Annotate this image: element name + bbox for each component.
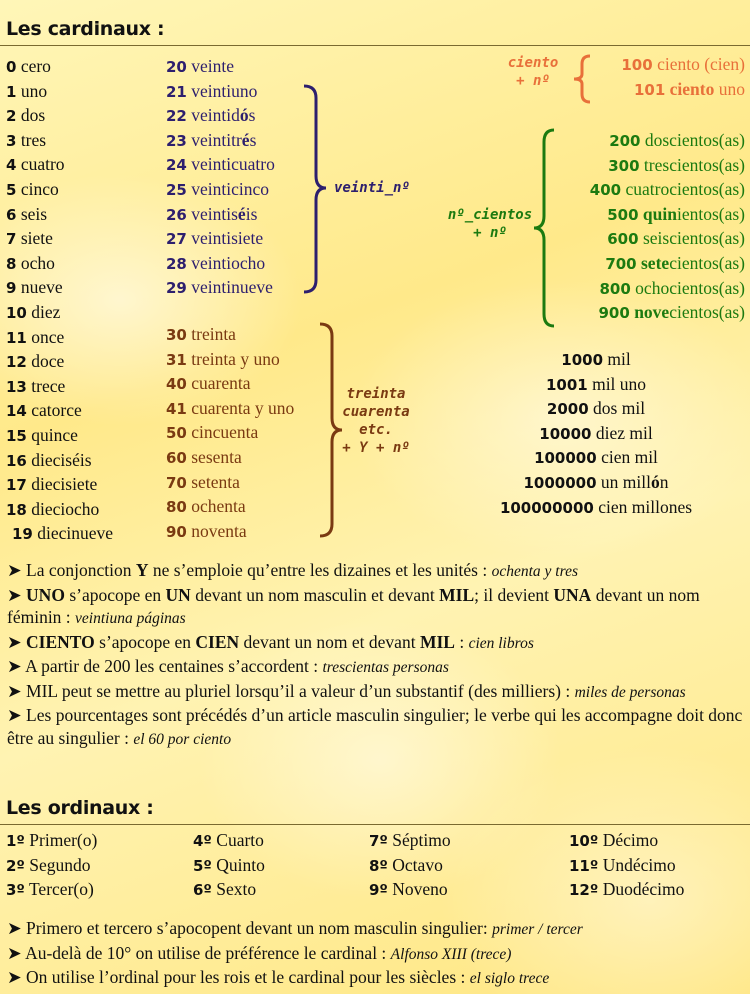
rule-item [7, 704, 747, 751]
cardinal-word: doscientos(as) [644, 130, 745, 150]
cardinal-word: cien millones [598, 496, 693, 517]
rule-text: : [454, 631, 469, 652]
cardinal-row [476, 421, 716, 446]
cardinal-row [476, 347, 716, 372]
arrow-icon: ➤ [7, 942, 26, 963]
ordinal-word: Noveno [392, 879, 448, 899]
cardinal-number: 90 [166, 522, 187, 541]
cardinal-word: cero [20, 56, 51, 76]
rule-example: primer / tercer [492, 921, 583, 938]
ordinal-number: 3º [6, 881, 25, 899]
ordinal-word: Cuarto [216, 830, 264, 850]
cardinal-row [6, 103, 45, 128]
cardinal-number: 19 [12, 525, 33, 544]
cardinal-row [166, 494, 246, 519]
cardinal-number: 30 [166, 326, 187, 344]
cardinal-word: n [659, 472, 669, 492]
cardinal-word: treinta [191, 324, 236, 344]
rule-item [7, 942, 747, 967]
label-treinta-line: cuarenta [342, 404, 410, 420]
cardinal-number: 1 [6, 82, 17, 101]
cardinal-number: 10 [6, 304, 27, 322]
heading-cardinaux: Les cardinaux : [6, 18, 165, 40]
divider-ordinaux [0, 824, 750, 825]
cardinal-number: 100000000 [499, 498, 594, 517]
cardinal-word: diecisiete [31, 474, 98, 495]
cardinal-number: 800 [599, 279, 631, 298]
cardinal-word: once [31, 326, 65, 347]
brace-ciento [570, 54, 594, 104]
cardinal-row [166, 470, 240, 495]
ordinal-item [193, 877, 256, 902]
cardinal-word: diecinueve [37, 523, 114, 544]
cardinal-row [607, 202, 745, 227]
ordinal-word: Primer(o) [29, 830, 98, 850]
cardinal-word: dos mil [593, 398, 646, 419]
rule-text: Primero et tercero s’apocopent devant un nom masculin singulier: [26, 918, 493, 938]
cardinal-row [621, 52, 745, 77]
cardinal-word: cuarenta y uno [191, 397, 295, 418]
cardinal-word: ciento (cien) [657, 54, 745, 74]
cardinal-number: 300 [608, 156, 640, 175]
cardinal-word: veintinueve [191, 277, 273, 298]
cardinal-row [608, 153, 745, 178]
rule-text: devant un nom masculin et devant [190, 584, 440, 605]
cardinal-row [6, 251, 55, 276]
arrow-icon: ➤ [7, 680, 27, 701]
cardinal-number: 13 [6, 377, 27, 396]
cardinal-row [6, 177, 59, 202]
cardinal-word: ochocientos(as) [635, 277, 745, 298]
cardinal-number: 200 [609, 132, 641, 150]
ordinal-item [569, 853, 676, 878]
ordinal-number: 12º [569, 881, 599, 899]
cardinal-row [6, 349, 64, 374]
cardinal-row [166, 226, 263, 251]
cardinal-row [6, 300, 60, 325]
cardinal-word: cuatro [20, 154, 65, 175]
cardinal-word: is [245, 203, 258, 224]
rule-item [7, 680, 747, 705]
cardinal-word: dieciocho [31, 498, 100, 519]
cardinal-row [166, 396, 294, 421]
cardinal-number: 10000 [539, 424, 592, 443]
ordinal-number: 4º [193, 832, 212, 850]
cardinal-word: uno [20, 80, 48, 101]
cardinal-row [6, 398, 82, 423]
ordinal-item [569, 828, 658, 853]
cardinal-number: 31 [166, 350, 187, 369]
cardinal-row [166, 445, 242, 470]
rule-example: el 60 por ciento [133, 730, 232, 748]
cardinal-word: veinticinco [191, 179, 270, 199]
ordinal-number: 6º [193, 881, 212, 899]
rule-example: el siglo trece [469, 970, 550, 987]
label-treinta-line: treinta [346, 386, 406, 402]
cardinal-word: dieciséis [31, 449, 92, 470]
cardinal-number: 70 [166, 473, 187, 492]
cardinal-row [476, 470, 716, 495]
cardinal-row [599, 276, 745, 301]
label-treinta [342, 385, 410, 457]
ordinal-word: Quinto [216, 854, 265, 875]
ordinal-item [369, 853, 443, 878]
label-veinti: veinti_nº [334, 180, 410, 196]
cardinal-word: veinte [191, 56, 235, 76]
ordinal-word: Undécimo [602, 854, 676, 875]
label-ciento-line: ciento [507, 55, 559, 71]
rule-item [7, 584, 747, 631]
cardinal-number: 101 [633, 81, 666, 99]
rule-item [7, 559, 747, 584]
cardinal-word: trescientos(as) [643, 154, 745, 175]
cardinal-number: 9 [6, 279, 17, 298]
cardinal-word: cincuenta [191, 422, 259, 443]
cardinal-word: sesenta [191, 447, 242, 467]
cardinal-row [166, 79, 257, 104]
cardinal-number: 21 [166, 82, 187, 101]
ordinal-number: 10º [569, 832, 599, 850]
cardinal-row [166, 103, 255, 128]
cardinal-word: cuatrocientos(as) [625, 179, 745, 200]
cardinal-row [6, 325, 64, 350]
cardinal-row [166, 347, 280, 372]
cardinal-row [634, 77, 745, 102]
cardinal-word: catorce [31, 400, 82, 421]
cardinal-number: 12 [6, 353, 27, 372]
ordinal-word: Tercer(o) [28, 879, 94, 899]
rule-text: La conjonction [26, 560, 136, 580]
cardinal-row [166, 275, 273, 300]
ordinal-item [369, 828, 451, 853]
cardinal-word: veintis [191, 203, 238, 224]
cardinal-number: 2000 [546, 400, 589, 419]
cardinal-word: cien mil [601, 447, 658, 468]
cardinal-word: mil uno [592, 373, 647, 394]
cardinal-word-accent: quin [642, 203, 677, 224]
label-cientos [440, 206, 540, 242]
rule-keyword: UNA [553, 584, 592, 605]
cardinal-word: noventa [191, 520, 247, 541]
brace-cientos [530, 128, 560, 328]
cardinal-word-accent: ó [651, 472, 660, 492]
cardinal-number: 50 [166, 424, 187, 443]
cardinal-row [6, 128, 46, 153]
cardinal-word: veintisiete [191, 228, 264, 249]
cardinal-row [6, 226, 53, 251]
arrow-icon: ➤ [7, 584, 27, 605]
cardinal-word: setenta [191, 471, 240, 492]
rule-keyword: MIL [419, 631, 455, 652]
cardinal-row [476, 396, 716, 421]
cardinal-row [609, 128, 745, 153]
arrow-icon: ➤ [7, 560, 27, 580]
rule-keyword: MIL [439, 584, 475, 605]
cardinal-number: 8 [6, 254, 17, 273]
ordinal-number: 2º [6, 856, 25, 875]
arrow-icon: ➤ [7, 656, 26, 676]
cardinal-word-accent: é [237, 203, 246, 224]
ordinal-word: Sexto [216, 879, 257, 899]
ordinal-word: Séptimo [392, 830, 451, 850]
rule-text: s’apocope en [64, 584, 166, 605]
cardinal-number: 24 [166, 156, 187, 175]
cardinal-row [166, 202, 257, 227]
cardinal-number: 2 [6, 107, 17, 126]
ordinal-item [193, 828, 264, 853]
cardinal-number: 17 [6, 476, 27, 495]
rule-item [7, 631, 747, 656]
cardinal-word: s [249, 129, 257, 150]
cardinal-number: 0 [6, 58, 17, 76]
ordinal-word: Décimo [602, 830, 659, 850]
cardinal-number: 11 [6, 328, 27, 347]
rule-item [7, 917, 747, 942]
rule-text: ne s’emploie qu’entre les dizaines et les unités : [148, 560, 492, 580]
cardinal-row [6, 152, 65, 177]
cardinal-row [166, 322, 236, 347]
label-cientos-line: + nº [473, 225, 507, 241]
heading-ordinaux: Les ordinaux : [6, 797, 154, 819]
cardinal-number: 25 [166, 181, 187, 199]
cardinal-row [166, 177, 269, 202]
cardinal-row [6, 374, 65, 399]
cardinal-word: seiscientos(as) [642, 228, 745, 249]
ordinal-word: Segundo [29, 854, 91, 875]
rule-keyword: UNO [26, 584, 65, 605]
cardinal-row [6, 423, 78, 448]
cardinal-row [6, 448, 92, 473]
cardinal-number: 1000 [561, 351, 604, 369]
ordinal-word: Octavo [392, 854, 443, 875]
arrow-icon: ➤ [7, 967, 27, 987]
arrow-icon: ➤ [7, 631, 27, 652]
cardinal-word: ientos(as) [676, 203, 745, 224]
cardinal-number: 80 [166, 498, 187, 517]
cardinal-number: 700 [605, 255, 637, 273]
ordinal-number: 7º [369, 832, 388, 850]
cardinal-row [166, 251, 265, 276]
cardinal-number: 6 [6, 205, 17, 224]
cardinal-word: veintitr [191, 129, 242, 150]
cardinal-number: 20 [166, 58, 187, 76]
cardinal-number: 5 [6, 181, 17, 199]
cardinal-row [166, 152, 275, 177]
rule-item [7, 655, 747, 680]
cardinal-word: s [248, 105, 256, 126]
ordinal-word: Duodécimo [602, 879, 685, 899]
cardinal-row [476, 372, 716, 397]
cardinal-number: 3 [6, 131, 17, 150]
cardinal-number: 60 [166, 449, 187, 467]
cardinal-word: treinta y uno [191, 348, 280, 369]
arrow-icon: ➤ [7, 918, 27, 938]
cardinal-row [599, 300, 746, 325]
rule-text: On utilise l’ordinal pour les rois et le cardinal pour les siècles : [26, 967, 470, 987]
cardinal-number: 28 [166, 254, 187, 273]
cardinal-number: 600 [607, 230, 639, 249]
rule-example: veintiuna páginas [75, 610, 186, 627]
rule-text: MIL peut se mettre au pluriel lorsqu’il a valeur d’un substantif (des milliers) : [26, 680, 575, 701]
cardinal-word-accent: é [241, 129, 250, 150]
cardinal-row [166, 519, 247, 544]
ordinal-item [369, 877, 448, 902]
cardinal-row [166, 54, 234, 79]
label-cientos-line: nº_cientos [447, 207, 533, 223]
ordinal-number: 11º [569, 856, 599, 875]
cardinal-word: cientos(as) [669, 302, 745, 323]
cardinal-word: veintid [191, 105, 240, 126]
cardinal-number: 14 [6, 402, 27, 421]
cardinal-row [607, 226, 745, 251]
cardinal-word: doce [31, 351, 65, 372]
cardinal-word: dos [20, 105, 46, 126]
rule-text: ; il devient [474, 584, 554, 605]
cardinal-word: mil [607, 349, 631, 369]
cardinal-number: 41 [166, 399, 187, 418]
divider-cardinaux [0, 45, 750, 46]
cardinal-word-accent: nove [634, 302, 670, 323]
label-treinta-line: + Y + nº [342, 440, 410, 456]
cardinal-word: cinco [20, 179, 59, 199]
ordinal-item [193, 853, 265, 878]
rules-ordinaux [7, 917, 747, 991]
ordinal-number: 9º [369, 881, 388, 899]
cardinal-word: quince [31, 425, 78, 445]
cardinal-number: 4 [6, 156, 17, 175]
rule-example: cien libros [468, 634, 534, 652]
cardinal-word: diez mil [595, 422, 653, 443]
rule-text: devant un nom féminin : [7, 584, 700, 627]
cardinal-word: tres [20, 129, 47, 150]
ordinal-number: 1º [6, 832, 25, 850]
cardinal-number: 18 [6, 500, 27, 519]
rule-example: ochenta y tres [491, 563, 578, 580]
cardinal-word: seis [20, 203, 48, 224]
rule-keyword: Y [135, 560, 149, 580]
cardinal-number: 1001 [545, 375, 588, 394]
cardinal-word: siete [20, 228, 53, 249]
cardinal-word: veintiuno [191, 80, 258, 101]
cardinal-number: 100 [621, 56, 653, 74]
label-ciento [500, 54, 566, 90]
cardinal-row [166, 128, 256, 153]
cardinal-number: 29 [166, 279, 187, 298]
rule-keyword: UN [165, 584, 191, 605]
cardinal-number: 16 [6, 451, 27, 470]
cardinal-number: 500 [607, 205, 639, 224]
cardinal-word: ochenta [191, 496, 246, 517]
rule-text: Au-delà de 10° on utilise de préférence le cardinal : [25, 942, 391, 963]
ordinal-item [6, 828, 97, 853]
cardinal-word: cientos(as) [669, 253, 745, 273]
rule-keyword: CIEN [195, 631, 240, 652]
ordinal-number: 5º [193, 856, 212, 875]
cardinal-number: 22 [166, 107, 187, 126]
cardinal-word: trece [31, 375, 66, 396]
rule-text: Les pourcentages sont précédés d’un article masculin singulier; le verbe qui les accompagne doit donc être au singulier : [7, 705, 743, 748]
cardinal-row [605, 251, 745, 276]
cardinal-number: 40 [166, 375, 187, 394]
cardinal-row [166, 420, 258, 445]
rule-keyword: CIENTO [26, 631, 95, 652]
rule-text: s’apocope en [94, 631, 196, 652]
cardinal-word: ocho [20, 252, 55, 273]
cardinal-number: 7 [6, 230, 17, 249]
ordinal-item [6, 877, 94, 902]
cardinal-number: 1000000 [523, 474, 597, 492]
cardinal-word: nueve [20, 277, 63, 298]
cardinal-word: un mill [600, 472, 651, 492]
cardinal-row [476, 495, 716, 520]
rules-cardinaux [7, 559, 747, 751]
cardinal-row [6, 54, 51, 79]
cardinal-row [6, 472, 97, 497]
cardinal-number: 27 [166, 230, 187, 249]
cardinal-row [476, 445, 716, 470]
rule-example: Alfonso XIII (trece) [390, 945, 512, 963]
cardinal-number: 23 [166, 131, 187, 150]
cardinal-word: veinticuatro [191, 154, 275, 175]
cardinal-number: 26 [166, 205, 187, 224]
cardinal-row [166, 371, 251, 396]
cardinal-row [590, 177, 745, 202]
cardinal-word-accent: ciento [669, 79, 715, 99]
cardinal-number: 400 [589, 181, 622, 200]
rule-item [7, 966, 747, 991]
label-ciento-line: + nº [516, 73, 550, 89]
cardinal-row [6, 275, 63, 300]
rule-example: miles de personas [574, 683, 686, 701]
rule-example: trescientas personas [322, 659, 449, 676]
ordinal-item [569, 877, 684, 902]
label-treinta-line: etc. [359, 422, 393, 438]
cardinal-word-accent: ó [239, 105, 249, 126]
cardinal-word: diez [31, 302, 61, 322]
cardinal-row [12, 521, 113, 546]
cardinal-row [6, 497, 99, 522]
cardinal-number: 900 [598, 304, 630, 323]
cardinal-number: 100000 [534, 449, 597, 468]
ordinal-item [6, 853, 91, 878]
cardinal-row [6, 79, 47, 104]
cardinal-word: veintiocho [191, 252, 266, 273]
ordinal-number: 8º [369, 856, 388, 875]
cardinal-word: uno [714, 79, 745, 99]
cardinal-word: cuarenta [191, 373, 251, 394]
cardinal-row [6, 202, 47, 227]
arrow-icon: ➤ [7, 705, 27, 725]
cardinal-number: 15 [6, 427, 27, 445]
rule-text: A partir de 200 les centaines s’accordent : [25, 656, 323, 676]
rule-text: devant un nom et devant [239, 631, 420, 652]
cardinal-word-accent: sete [641, 253, 670, 273]
